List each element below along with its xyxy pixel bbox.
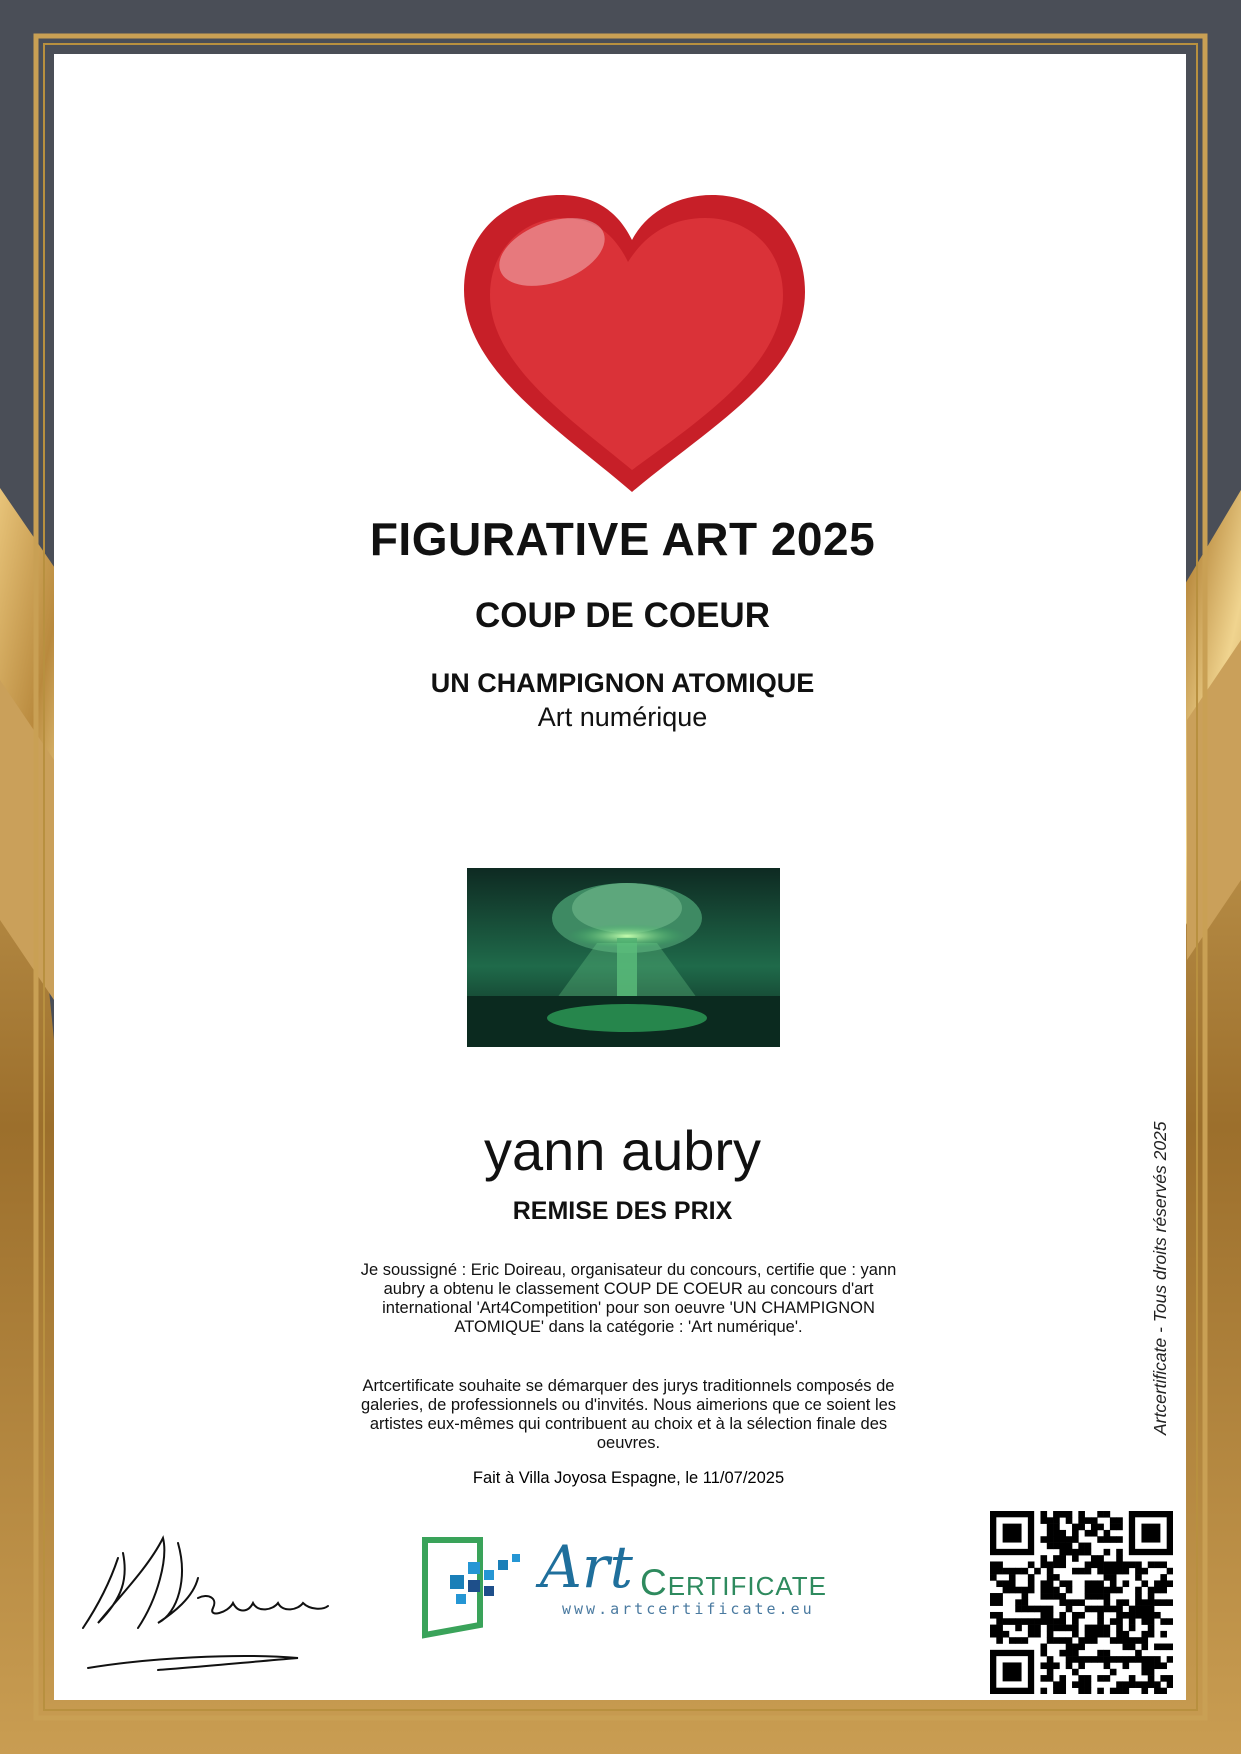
logo-art-text: Art xyxy=(540,1533,633,1601)
ceremony-label: REMISE DES PRIX xyxy=(512,1197,733,1225)
place-date: Fait à Villa Joyosa Espagne, le 11/07/2025 xyxy=(472,1469,785,1487)
certificate-title: FIGURATIVE ART 2025 xyxy=(369,513,876,565)
logo-certificate-text: Certificate xyxy=(640,1562,827,1603)
artwork-title: UN CHAMPIGNON ATOMIQUE xyxy=(430,668,815,698)
artwork-category: Art numérique xyxy=(537,702,708,732)
artist-name: yann aubry xyxy=(483,1119,762,1182)
certification-paragraph: Je soussigné : Eric Doireau, organisateur du concours, certifie que : yann aubry a obtenu le classement COUP DE COEUR au concours d'art international 'Art4Competition' pour son oeuvre 'UN CHAMPIGNON ATOMIQUE' dans la catégorie : 'Art numérique'. xyxy=(360,1261,897,1336)
jury-paragraph: Artcertificate souhaite se démarquer des jurys traditionnels composés de galeries, de professionnels ou d'invités. Nous aimerions que ce soient les artistes eux-mêmes qui contribuent au choix et à la sélection finale des oeuvres. xyxy=(360,1377,897,1452)
award-name: COUP DE COEUR xyxy=(475,596,770,635)
qr-code xyxy=(990,1511,1173,1694)
logo-url: www.artcertificate.eu xyxy=(562,1600,815,1618)
artwork-image xyxy=(467,868,780,1047)
rights-notice: Artcertificate - Tous droits réservés 2025 xyxy=(1150,1121,1170,1435)
handwritten-signature xyxy=(78,1518,368,1678)
